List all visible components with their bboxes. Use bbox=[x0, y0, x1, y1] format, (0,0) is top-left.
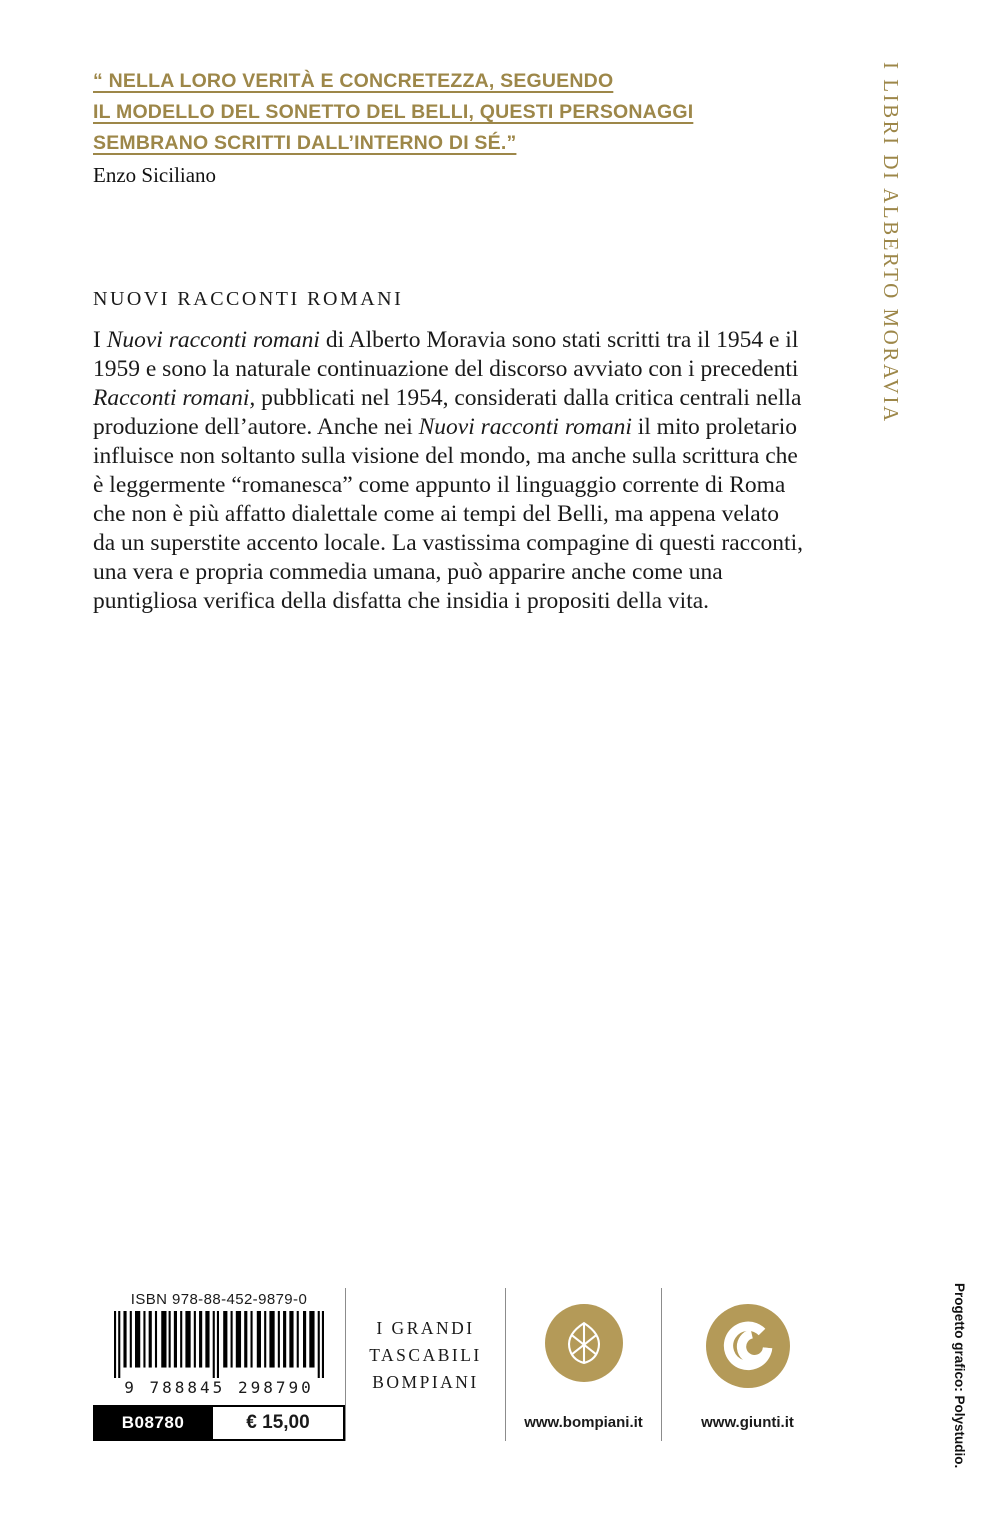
review-quote bbox=[93, 66, 753, 159]
paragraph-segment-italic: Racconti romani, bbox=[93, 385, 256, 411]
book-title-heading: NUOVI RACCONTI ROMANI bbox=[93, 288, 404, 310]
paragraph-segment: di Alberto Moravia sono stati scritti tra il 1954 e il 1959 e sono la naturale continuazione del discorso avviato con i precedenti bbox=[93, 327, 799, 382]
imprint-line: TASCABILI bbox=[369, 1345, 482, 1365]
isbn-section bbox=[93, 1288, 345, 1441]
bompiani-url: www.bompiani.it bbox=[524, 1414, 643, 1431]
paragraph-segment: pubblicati nel 1954, considerati dalla critica centrali nella produzione dell’autore. Anche nei bbox=[93, 385, 802, 440]
bompiani-section bbox=[505, 1288, 661, 1441]
isbn-label: ISBN 978-88-452-9879-0 bbox=[130, 1291, 308, 1308]
quote-line-1 bbox=[93, 66, 753, 97]
giunti-g-icon bbox=[706, 1304, 790, 1388]
quote-line-text: IL MODELLO DEL SONETTO DEL BELLI, QUESTI PERSONAGGI bbox=[93, 101, 694, 123]
quote-line-2 bbox=[93, 97, 753, 128]
book-code-badge: B08780 bbox=[93, 1405, 213, 1441]
footer-strip bbox=[93, 1288, 833, 1441]
barcode-digits: 9 788845 298790 bbox=[124, 1378, 314, 1397]
paragraph-segment: I bbox=[93, 327, 107, 353]
design-credit: Progetto grafico: Polystudio. bbox=[952, 1283, 967, 1469]
giunti-section bbox=[661, 1288, 833, 1441]
barcode bbox=[114, 1311, 324, 1378]
paragraph-segment: il mito proletario influisce non soltanto sulla visione del mondo, ma anche sulla scrittura che è leggermente “romanesca” come appunto il linguaggio corrente di Roma che non è più affatto dialettale come ai tempi del Belli, ma appena velato da un superstite accento locale. La vastissima compagine di questi racconti, una vera e propria commedia umana, può apparire anche come una puntigliosa verifica della disfatta che insidia i propositi della vita. bbox=[93, 414, 803, 614]
quote-line-text: “ NELLA LORO VERITÀ E CONCRETEZZA, SEGUENDO bbox=[93, 70, 614, 92]
giunti-url: www.giunti.it bbox=[701, 1414, 794, 1431]
synopsis-paragraph bbox=[93, 326, 805, 616]
imprint-line: I GRANDI bbox=[376, 1318, 475, 1338]
price-row bbox=[93, 1405, 345, 1441]
series-vertical-title: I LIBRI DI ALBERTO MORAVIA bbox=[879, 62, 903, 424]
paragraph-segment-italic: Nuovi racconti romani bbox=[106, 327, 320, 353]
quote-line-text: SEMBRANO SCRITTI DALL’INTERNO DI SÉ.” bbox=[93, 132, 517, 154]
quote-line-3 bbox=[93, 128, 753, 159]
imprint-section bbox=[345, 1288, 505, 1441]
price-label: € 15,00 bbox=[213, 1405, 345, 1441]
quote-attribution: Enzo Siciliano bbox=[93, 163, 217, 187]
imprint-line: BOMPIANI bbox=[372, 1372, 479, 1392]
paragraph-segment-italic: Nuovi racconti romani bbox=[418, 414, 632, 440]
bompiani-flower-icon bbox=[545, 1304, 623, 1382]
